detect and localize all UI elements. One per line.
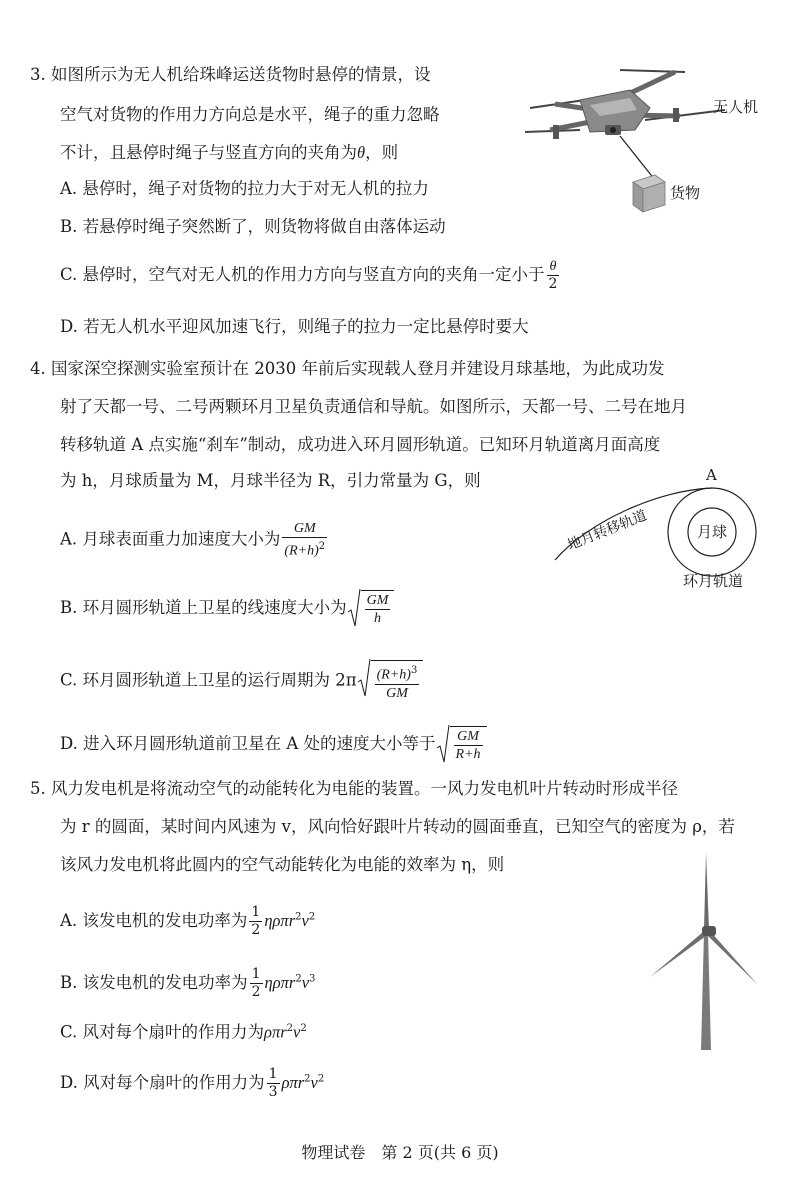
q3-stem-line1: 3. 如图所示为无人机给珠峰运送货物时悬停的情景，设 [30,65,431,84]
q5-option-d-text: D. 风对每个扇叶的作用力为 [60,1073,265,1092]
lunar-orbit-label: 环月轨道 [683,572,744,590]
drone-label: 无人机 [713,98,759,116]
q4-option-b-den: h [365,609,391,627]
q5-option-b-v: v [301,973,310,992]
q4-option-a-den-base: (R+h) [284,543,319,559]
q4-option-d-num: GM [457,729,479,744]
q4-option-c-num-base: (R+h) [376,667,411,683]
q4-stem-line1: 4. 国家深空探测实验室预计在 2030 年前后实现载人登月并建设月球基地，为此成功发 [30,359,665,378]
q4-option-b-fraction [365,592,391,627]
q3-stem-line3 [60,142,398,164]
q3-option-d[interactable]: D. 若无人机水平迎风加速飞行，则绳子的拉力一定比悬停时要大 [60,317,529,336]
q5-option-d-exp1: 2 [304,1073,311,1085]
q5-option-a-frac-num: 1 [251,904,261,920]
q3-stem-line3-end: ，则 [365,143,399,162]
q4-option-d-text: D. 进入环月圆形轨道前卫星在 A 处的速度大小等于 [60,734,436,753]
wind-turbine-icon [640,852,760,1052]
q3-option-c-den: 2 [548,276,558,292]
q5-option-d[interactable] [60,1066,324,1101]
q5-option-a-fraction [249,904,262,939]
q4-option-b[interactable] [60,590,394,627]
q3-option-b[interactable]: B. 若悬停时绳子突然断了，则货物将做自由落体运动 [60,217,446,236]
q4-option-a-num: GM [293,521,316,536]
q5-option-b-text: B. 该发电机的发电功率为 [60,973,248,992]
q5-option-b-exp1: 2 [295,973,302,985]
q5-option-c-exp2: 2 [300,1023,307,1034]
q5-option-c[interactable] [60,1018,307,1044]
q4-option-c[interactable] [60,660,423,702]
q3-option-c-num: θ [549,259,557,274]
q5-option-d-frac-den: 3 [268,1084,278,1100]
q4-option-d-fraction [454,728,483,763]
q4-option-a-text: A. 月球表面重力加速度大小为 [60,529,281,549]
q5-option-d-v: v [310,1073,318,1092]
q5-option-d-exp2: 2 [317,1073,325,1085]
q5-stem-line1: 5. 风力发电机是将流动空气的动能转化为电能的装置。一风力发电机叶片转动时形成半径 [30,779,678,798]
q4-option-c-fraction [375,662,420,702]
q4-stem-line2: 射了天都一号、二号两颗环月卫星负责通信和导航。如图所示，天都一号、二号在地月 [60,397,687,416]
q4-option-b-num: GM [366,593,389,608]
q4-option-c-den: GM [375,684,420,702]
page-footer: 物理试卷 第 2 页(共 6 页) [301,1143,499,1162]
q5-option-a[interactable] [60,904,315,939]
q4-option-a[interactable] [60,520,329,560]
cargo-icon [633,175,665,212]
q3-stem-line2: 空气对货物的作用力方向总是水平，绳子的重力忽略 [60,105,440,124]
q3-option-c[interactable] [60,258,561,293]
cargo-label: 货物 [670,184,701,202]
q4-option-c-sqrt [357,660,424,702]
q3-stem-line3-text: 不计，且悬停时绳子与竖直方向的夹角为 [60,143,357,162]
q5-option-b-frac-num: 1 [251,966,261,982]
q4-option-b-text: B. 环月圆形轨道上卫星的线速度大小为 [60,598,347,617]
q5-stem-line2: 为 r 的圆面，某时间内风速为 v，风向恰好跟叶片转动的圆面垂直，已知空气的密度为 ρ，若 [60,817,735,836]
q5-option-b-fraction [250,966,263,1001]
q4-option-d-sqrt [436,726,487,763]
moon-label: 月球 [697,523,728,541]
q5-option-a-text: A. 该发电机的发电功率为 [60,911,248,930]
q4-option-d-den: R+h [455,747,481,762]
q3-option-c-text: C. 悬停时，空气对无人机的作用力方向与竖直方向的夹角一定小于 [60,265,545,284]
q5-option-d-frac-num: 1 [268,1066,278,1082]
q4-option-c-num [375,662,420,684]
q5-option-b-expr: ηρπr [264,973,296,992]
drone-figure [525,60,790,230]
q5-option-c-text: C. 风对每个扇叶的作用力为 [60,1022,265,1042]
drone-icon [525,70,725,139]
q5-stem-line3: 该风力发电机将此圆内的空气动能转化为电能的效率为 η，则 [60,855,505,874]
q5-option-c-expr: ρπr [264,1022,287,1042]
rope [620,136,655,180]
q5-option-b-exp2: 3 [309,973,316,985]
orbit-point-a-label: A [706,466,717,484]
q4-stem-line3: 转移轨道 A 点实施“刹车”制动，成功进入环月圆形轨道。已知环月轨道离月面高度 [60,435,661,454]
q5-option-c-v: v [293,1022,301,1042]
q5-option-a-v: v [301,911,309,930]
q5-option-b-frac-den: 2 [251,984,261,1000]
q5-option-b[interactable] [60,966,315,1001]
q5-option-c-exp1: 2 [286,1023,294,1034]
q3-theta: θ [357,143,366,162]
q4-option-a-den [282,537,327,560]
q4-option-c-text: C. 环月圆形轨道上卫星的运行周期为 2π [60,670,357,690]
q5-option-d-expr: ρπr [281,1073,305,1092]
q4-option-b-sqrt [347,590,395,627]
q3-option-c-fraction [547,258,560,293]
q5-option-a-expr: ηρπr [264,911,296,930]
q3-option-a[interactable]: A. 悬停时，绳子对货物的拉力大于对无人机的拉力 [60,179,429,198]
q5-option-a-exp2: 2 [308,911,316,923]
q5-option-a-exp1: 2 [295,911,302,923]
q5-option-d-fraction [267,1066,280,1101]
q4-option-c-num-exp: 3 [410,665,418,676]
q4-option-d[interactable] [60,726,487,763]
q4-stem-line4: 为 h，月球质量为 M，月球半径为 R，引力常量为 G，则 [60,471,481,490]
q5-option-a-frac-den: 2 [251,922,261,938]
q4-option-a-fraction [282,520,327,560]
q4-option-a-den-exp: 2 [318,541,326,552]
transfer-orbit-label: 地月转移轨道 [565,507,650,554]
